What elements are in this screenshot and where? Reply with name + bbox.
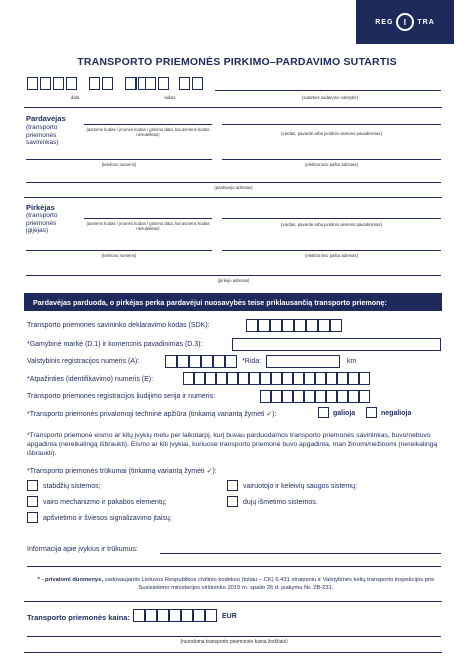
logo-text-left: REG [375,18,394,26]
plate-box[interactable] [201,355,213,368]
doc-box[interactable] [315,390,326,403]
vin-box[interactable] [227,372,238,385]
seller-name-caption: (vardas, pavardė arba juridinio asmens pavadinimas) [280,131,383,136]
date-box[interactable] [66,77,77,90]
plate-box[interactable] [177,355,189,368]
vin-box[interactable] [238,372,249,385]
seller-name-line[interactable] [222,124,441,125]
time-box[interactable] [179,77,190,90]
doc-label: Transporto priemonės registracijos liudijimo serija ir numeris: [27,393,216,400]
doc-box[interactable] [359,390,370,403]
price-label: Transporto priemonės kaina: [27,613,130,622]
buyer-email-line[interactable] [222,250,441,251]
sdk-box[interactable] [306,319,318,332]
defects-title: *Transporto priemonės trūkumai (tinkamą variantą žymėti ✓): [27,468,217,475]
seller-code-caption: (asmens kodas / įmonės kodas / gimimo data, kai asmens kodas nesuteiktas) [86,127,210,137]
divider [24,197,442,198]
date-box[interactable] [27,77,38,90]
km-unit: km [347,358,357,365]
place-line[interactable] [215,90,441,91]
defect-checkbox-steering[interactable] [27,496,38,507]
accident-paragraph: *Transporto priemonė eismo ar kitų įvykių metu per laikotarpį, kurį buvau parduodamos transporto priemonės savininkas, buvo/nebuvo apgadinta (nereikalingą išbraukti). Eismo ar kiti įvykiai, kuriuose transporto priemonė buvo apgadinta, man žinomi/nežinomi (nereikalingą išbraukti). [27,432,438,457]
date-boxes[interactable] [27,77,149,90]
time-box[interactable] [145,77,156,90]
inspection-invalid-checkbox[interactable] [366,407,377,418]
vin-box[interactable] [337,372,348,385]
sdk-box[interactable] [258,319,270,332]
footnote-text: vadovaujantis Lietuvos Respublikos civilinio kodekso (toliau – CK) 6.431 straipsniu ir Valstybinės kelių transporto inspekcijos prie Susisiekimo ministerijos viršininko 2015 m. spalio 26 d. įsakymu Nr. 2B-231. [102,577,435,591]
sdk-box[interactable] [294,319,306,332]
seller-phone-line[interactable] [26,159,212,160]
sdk-box[interactable] [330,319,342,332]
buyer-phone-line[interactable] [26,250,212,251]
defect-label-steering: vairo mechanizmo ir pakabos elementų; [43,499,167,506]
buyer-address-caption: (pirkėjo adresas) [217,278,250,283]
price-words-caption: (nurodoma transporto priemonės kaina žodžiais) [180,639,288,645]
doc-box[interactable] [293,390,304,403]
date-caption: data [70,95,80,100]
divider [24,601,442,602]
price-box[interactable] [145,609,157,622]
doc-boxes[interactable] [260,390,370,403]
price-box[interactable] [205,609,217,622]
seller-heading: Pardavėjas [26,114,66,123]
sdk-label: Transporto priemonės savininko deklaravimo kodas (SDK): [27,322,210,329]
vin-box[interactable] [348,372,359,385]
sdk-boxes[interactable] [246,319,342,332]
info-label: Informacija apie įvykius ir trūkumus: [27,546,138,553]
vin-boxes[interactable] [183,372,370,385]
seller-code-line[interactable] [84,124,212,125]
sdk-box[interactable] [270,319,282,332]
price-box[interactable] [193,609,205,622]
price-boxes[interactable] [133,609,217,622]
plate-box[interactable] [225,355,237,368]
buyer-name-line[interactable] [222,218,441,219]
defect-label-safety: vairuotojo ir keleivių saugos sistemų; [243,483,357,490]
time-boxes[interactable] [145,77,203,90]
vin-box[interactable] [194,372,205,385]
logo-ring-icon [396,13,414,31]
price-box[interactable] [133,609,145,622]
footnote [30,577,442,592]
buyer-subheading: (transporto priemonės įgijėjas) [26,212,58,234]
buyer-heading: Pirkėjas [26,203,55,212]
place-caption: (sutarties sudarymo valstybė) [301,95,359,100]
vin-box[interactable] [359,372,370,385]
vin-box[interactable] [282,372,293,385]
footnote-bold: * - privalomi duomenys, [37,577,103,583]
price-box[interactable] [181,609,193,622]
date-box[interactable] [40,77,51,90]
doc-box[interactable] [260,390,271,403]
vin-box[interactable] [315,372,326,385]
date-box[interactable] [125,77,136,90]
defect-label-exhaust: dujų išmetimo sistemos. [243,499,318,506]
section-banner: Pardavėjas parduoda, o pirkėjas perka pardavėjui nuosavybės teise priklausančią transporto priemonę: [24,293,442,311]
price-box[interactable] [157,609,169,622]
defect-checkbox-lighting[interactable] [27,512,38,523]
inspection-valid-label: galioja [333,410,356,417]
doc-box[interactable] [348,390,359,403]
buyer-name-caption: (vardas, pavardė arba juridinio asmens pavadinimas) [280,222,383,227]
plate-box[interactable] [189,355,201,368]
price-words-line[interactable] [27,636,441,637]
bottom-divider [24,652,442,653]
time-caption: laikas [164,95,176,100]
inspection-invalid-label: negalioja [381,410,412,417]
inspection-label: *Transporto priemonės privalomoji techninė apžiūra (tinkamą variantą žymėti ✓): [27,411,277,418]
time-box[interactable] [192,77,203,90]
buyer-code-caption: (asmens kodas / įmonės kodas / gimimo data, kai asmens kodas nesuteiktas) [86,221,210,231]
sdk-box[interactable] [246,319,258,332]
inspection-valid-checkbox[interactable] [318,407,329,418]
document-title: TRANSPORTO PRIEMONĖS PIRKIMO–PARDAVIMO SUTARTIS [77,56,397,68]
seller-address-caption: (pardavėjo adresas) [214,185,253,190]
vin-box[interactable] [216,372,227,385]
date-box[interactable] [102,77,113,90]
logo-text-right: TRA [417,18,435,26]
plate-box[interactable] [165,355,177,368]
currency-label: EUR [222,613,237,620]
info-line[interactable] [160,553,441,554]
date-time-divider [136,77,137,90]
date-box[interactable] [89,77,100,90]
vin-box[interactable] [293,372,304,385]
defect-checkbox-brakes[interactable] [27,480,38,491]
buyer-address-line[interactable] [26,275,441,276]
vin-box[interactable] [205,372,216,385]
doc-box[interactable] [326,390,337,403]
plate-label: Valstybinis registracijos numeris (A): [27,358,140,365]
vin-box[interactable] [260,372,271,385]
sdk-box[interactable] [282,319,294,332]
date-box[interactable] [53,77,64,90]
price-box[interactable] [169,609,181,622]
defect-label-lighting: apšvietimo ir šviesos signalizavimo įtaisų; [43,515,172,522]
doc-box[interactable] [337,390,348,403]
seller-email-caption: (elektroninio pašto adresas) [304,162,359,167]
seller-subheading: (transporto priemonės savininkas) [26,124,59,146]
mileage-field[interactable] [266,355,340,368]
seller-phone-caption: (telefono numeris) [101,162,137,167]
divider [24,107,442,108]
time-box[interactable] [158,77,169,90]
doc-box[interactable] [271,390,282,403]
seller-address-line[interactable] [26,182,441,183]
doc-box[interactable] [304,390,315,403]
make-field[interactable] [232,338,441,351]
buyer-code-line[interactable] [84,218,212,219]
info-line[interactable] [27,566,441,567]
plate-boxes[interactable] [165,355,237,368]
seller-email-line[interactable] [222,159,441,160]
defect-checkbox-exhaust[interactable] [227,496,238,507]
vin-box[interactable] [326,372,337,385]
buyer-phone-caption: (telefono numeris) [101,253,137,258]
logo-text-mid: I [403,17,407,27]
vin-box[interactable] [183,372,194,385]
vin-box[interactable] [249,372,260,385]
vin-label: *Atpažinties (identifikavimo) numeris (E): [27,376,154,383]
vin-box[interactable] [304,372,315,385]
sdk-box[interactable] [318,319,330,332]
mileage-label: *Rida: [242,358,262,365]
vin-box[interactable] [271,372,282,385]
defect-label-brakes: stabdžių sistemos; [43,483,101,490]
defect-checkbox-safety[interactable] [227,480,238,491]
doc-box[interactable] [282,390,293,403]
regitra-logo [356,0,454,44]
make-label: *Gamybinė markė (D.1) ir komercinis pavadinimas (D.3): [27,341,203,348]
plate-box[interactable] [213,355,225,368]
buyer-email-caption: (elektroninio pašto adresas) [304,253,359,258]
